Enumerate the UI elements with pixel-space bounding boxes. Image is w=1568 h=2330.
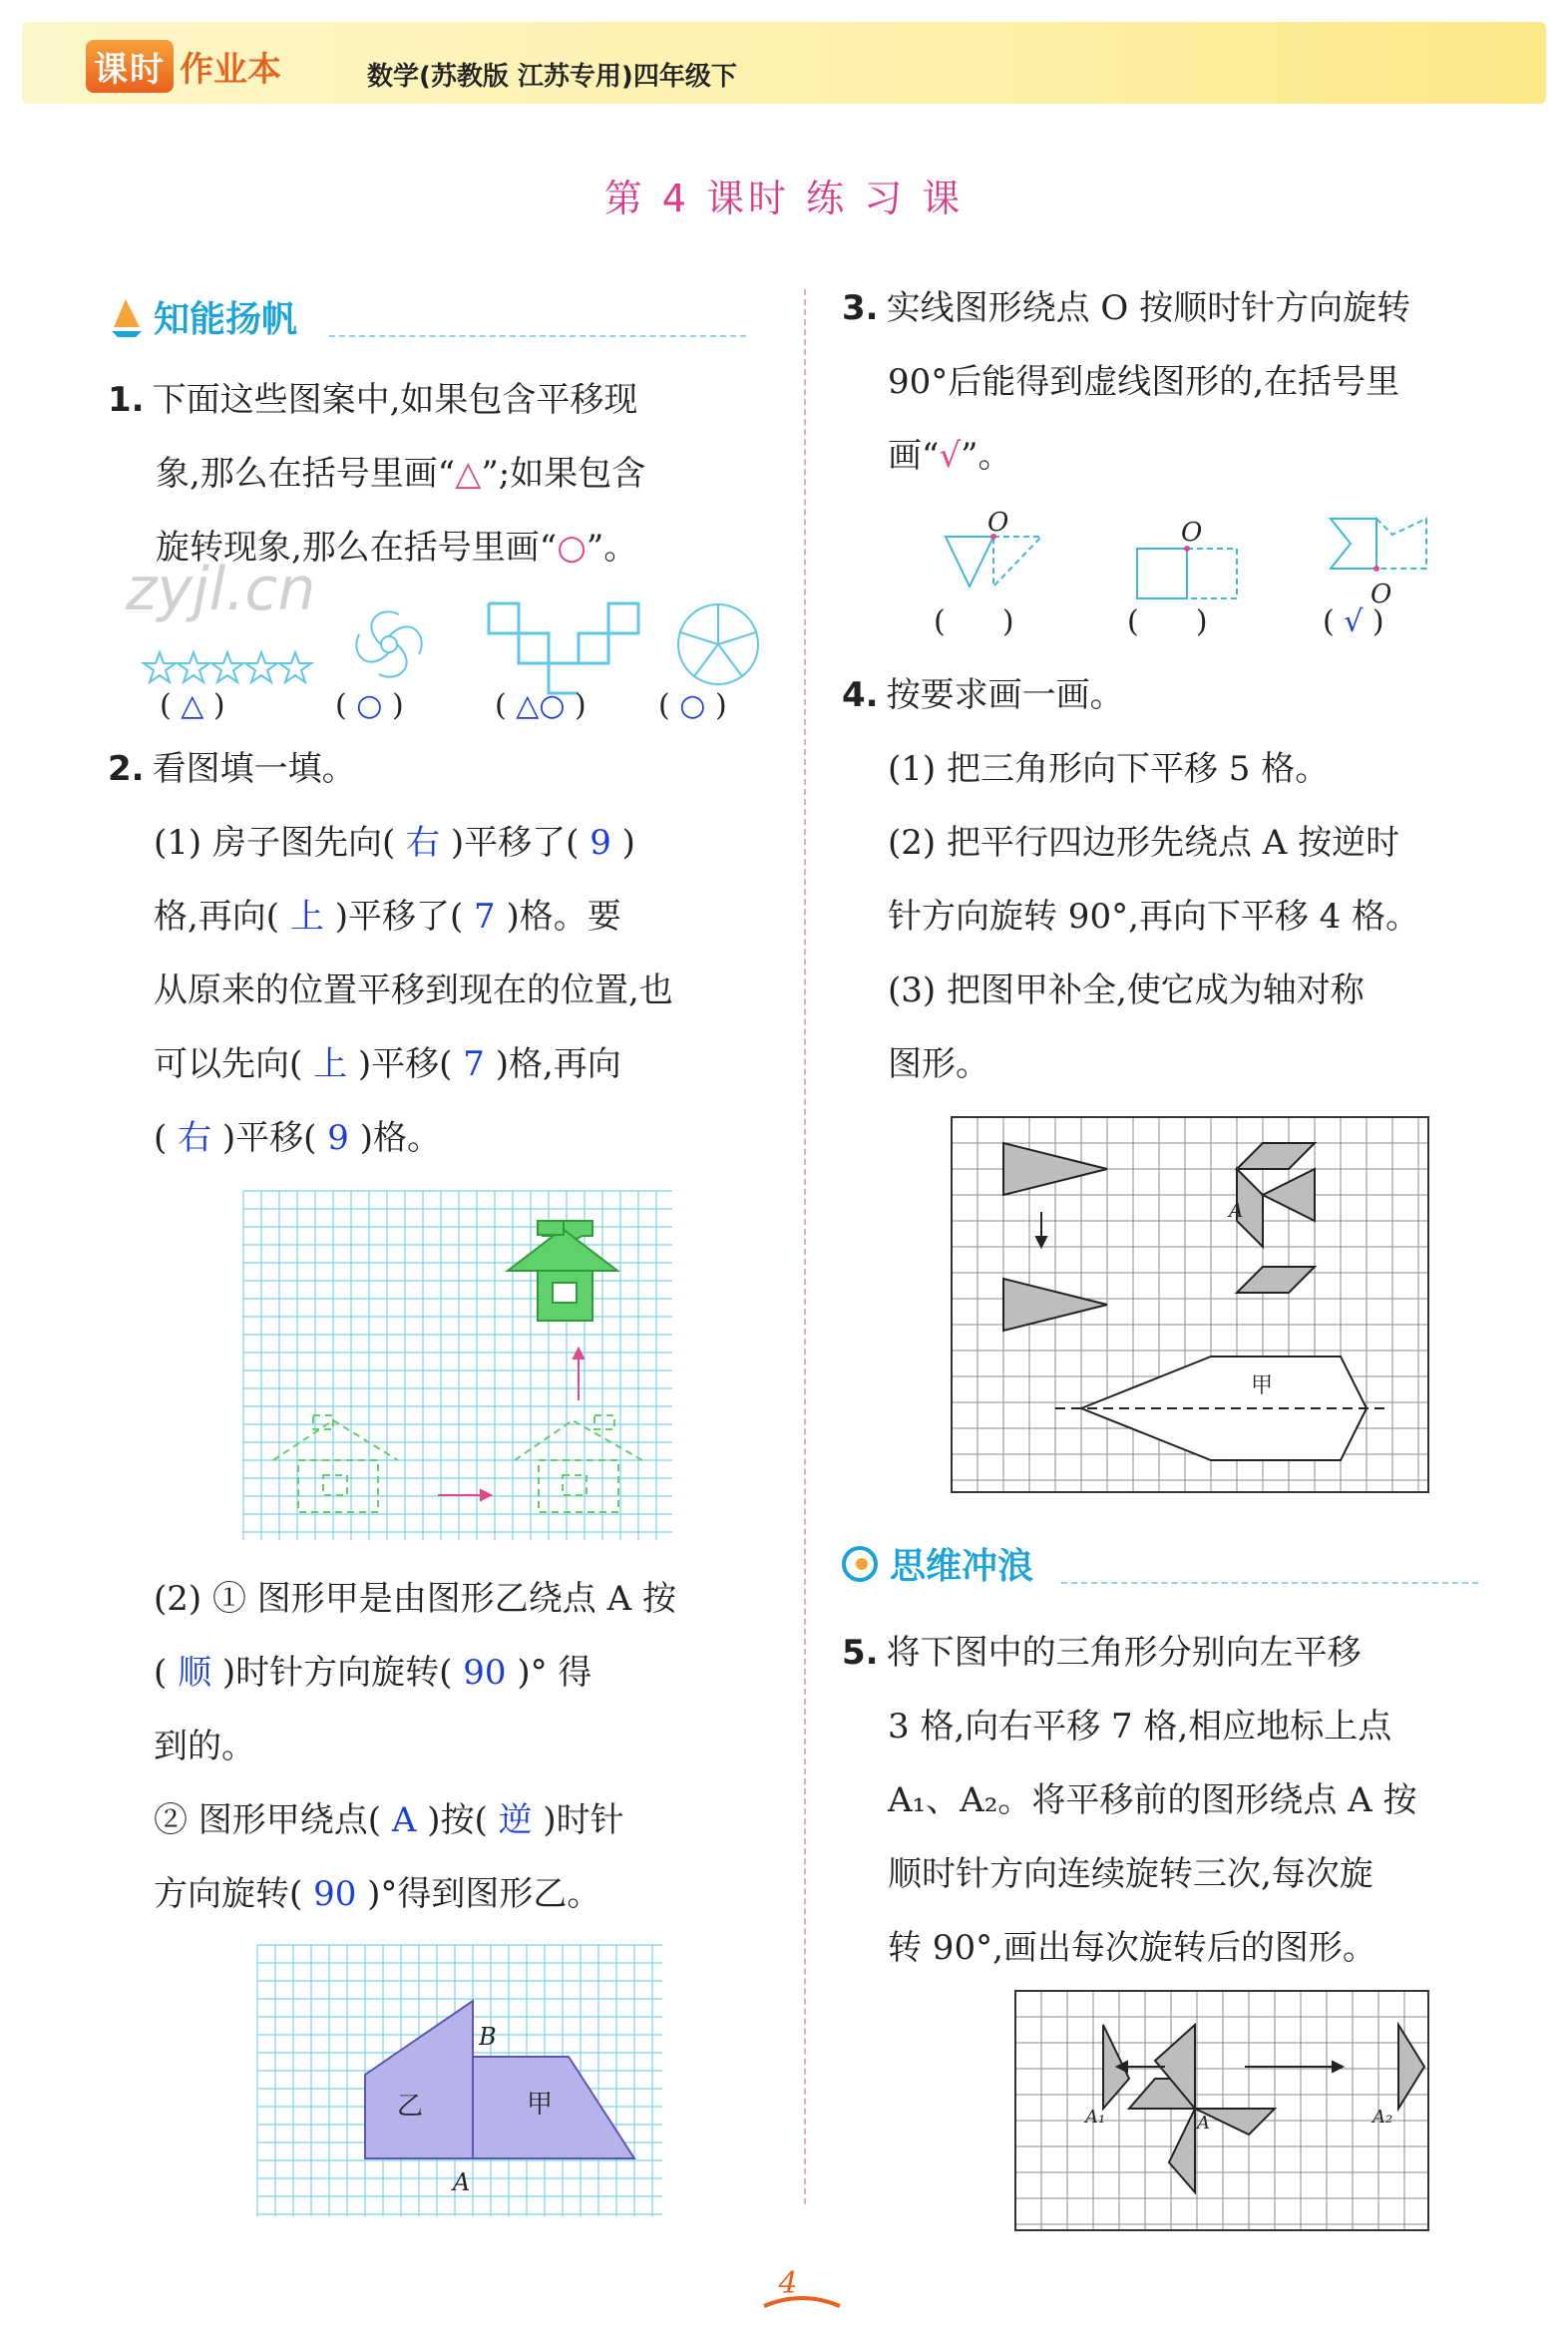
q1-answer-1: ( △ ): [160, 688, 225, 723]
lesson-title: 第 4 课时 练 习 课: [603, 177, 965, 220]
spiral-pattern: [356, 611, 421, 676]
section-title-2: 思维冲浪: [890, 1546, 1034, 1587]
svg-text:O: O: [987, 508, 1009, 538]
svg-text:甲: 甲: [1251, 1373, 1274, 1398]
brand-logo: [86, 40, 281, 92]
q3-figure-1: [946, 534, 1041, 586]
q2-rotation-grid: [257, 1945, 662, 2216]
svg-text:A: A: [1197, 2113, 1210, 2134]
q4-text: 4. 按要求画一画。 (1) 把三角形向下平移 5 格。 (2) 把平行四边形先绕点 A 按逆时 针方向旋转 90°,再向下平移 4 格。 (3) 把图甲补全,使它成为轴对称 图形。: [842, 675, 1420, 1084]
q1-answer-3: ( △○ ): [495, 688, 587, 723]
page-number-swoosh: [762, 2294, 842, 2308]
q2-part2-text: (2) ① 图形甲是由图形乙绕点 A 按 ( 顺 )时针方向旋转( 90 )° 得 到的。 ② 图形甲绕点( A )按( 逆 )时针 方向旋转( 90 )°得到图形乙。: [154, 1579, 676, 1914]
q3-figure-3: [1331, 519, 1426, 572]
brand-box: 课时: [86, 40, 174, 93]
house-dashed-1: [273, 1415, 398, 1512]
pinwheel-pattern: [678, 604, 758, 684]
section-rule-2: [1061, 1582, 1478, 1584]
q3-answer-3: ( √ ): [1323, 604, 1384, 639]
label-b: B: [479, 2023, 497, 2051]
q2-house-grid: [243, 1191, 672, 1540]
svg-text:O: O: [1181, 518, 1203, 548]
q2-text: 2. 看图填一填。 (1) 房子图先向( 右 )平移了( 9 ) 格,再向( 上 )平移了( 7 )格。要 从原来的位置平移到现在的位置,也 可以先向( 上 )平移( 7 )格,再向 ( 右 )平移( 9 )格。: [108, 749, 673, 1158]
sail-icon: [110, 297, 144, 337]
steps-pattern: [489, 603, 638, 693]
label-yi: 乙: [397, 2092, 424, 2122]
label-jia: 甲: [527, 2090, 554, 2120]
section-title-1: 知能扬帆: [154, 299, 298, 340]
wave-icon: [840, 1544, 880, 1584]
q3-answer-1: ( ): [934, 604, 1014, 639]
section-rule-1: [329, 335, 746, 337]
subject-title: 数学(苏教版 江苏专用)四年级下: [367, 62, 737, 92]
triangle-right: [1398, 2025, 1424, 2109]
q3-figure-2: [1137, 546, 1237, 598]
q3-answer-2: ( ): [1127, 604, 1208, 639]
section-heading-2: [840, 1538, 1033, 1589]
q5-arrows: [1117, 2062, 1343, 2072]
svg-text:O: O: [1371, 580, 1392, 609]
q1-number: 1.: [108, 380, 145, 420]
house-solid: [508, 1221, 617, 1321]
q5-grid: [1015, 1991, 1428, 2230]
shape-jia: [473, 2001, 634, 2158]
page-number: 4: [778, 2266, 798, 2301]
label-a: A: [453, 2168, 471, 2196]
q4-grid: [952, 1117, 1428, 1492]
svg-text:A₁: A₁: [1085, 2107, 1106, 2128]
house-dashed-2: [515, 1415, 642, 1512]
triangle-rot3: [1169, 2109, 1195, 2192]
svg-text:A₂: A₂: [1372, 2107, 1393, 2128]
section-heading-1: [110, 291, 297, 342]
q1-text: 1. 下面这些图案中,如果包含平移现 象,那么在括号里画“△”;如果包含 旋转现象,那么在括号里画“○”。: [108, 380, 646, 568]
q1-answer-4: ( ○ ): [658, 688, 727, 723]
parallelogram: [1237, 1143, 1315, 1169]
stars-pattern: [144, 652, 311, 682]
column-divider: [804, 289, 806, 2204]
svg-text:A: A: [1229, 1198, 1244, 1222]
q5-text: 5. 将下图中的三角形分别向左平移 3 格,向右平移 7 格,相应地标上点 A₁、A₂。将平移前的图形绕点 A 按 顺时针方向连续旋转三次,每次旋 转 90°,画出每次旋转后的图形。: [842, 1633, 1417, 1968]
q3-text: 3. 实线图形绕点 O 按顺时针方向旋转 90°后能得到虚线图形的,在括号里 画“√”。: [842, 288, 1411, 476]
watermark: zyjl.cn: [126, 555, 316, 624]
q1-answer-2: ( ○ ): [335, 688, 404, 723]
brand-name: 作业本: [180, 49, 281, 90]
q1-patterns: [140, 598, 798, 688]
q3-figures: [932, 507, 1450, 609]
